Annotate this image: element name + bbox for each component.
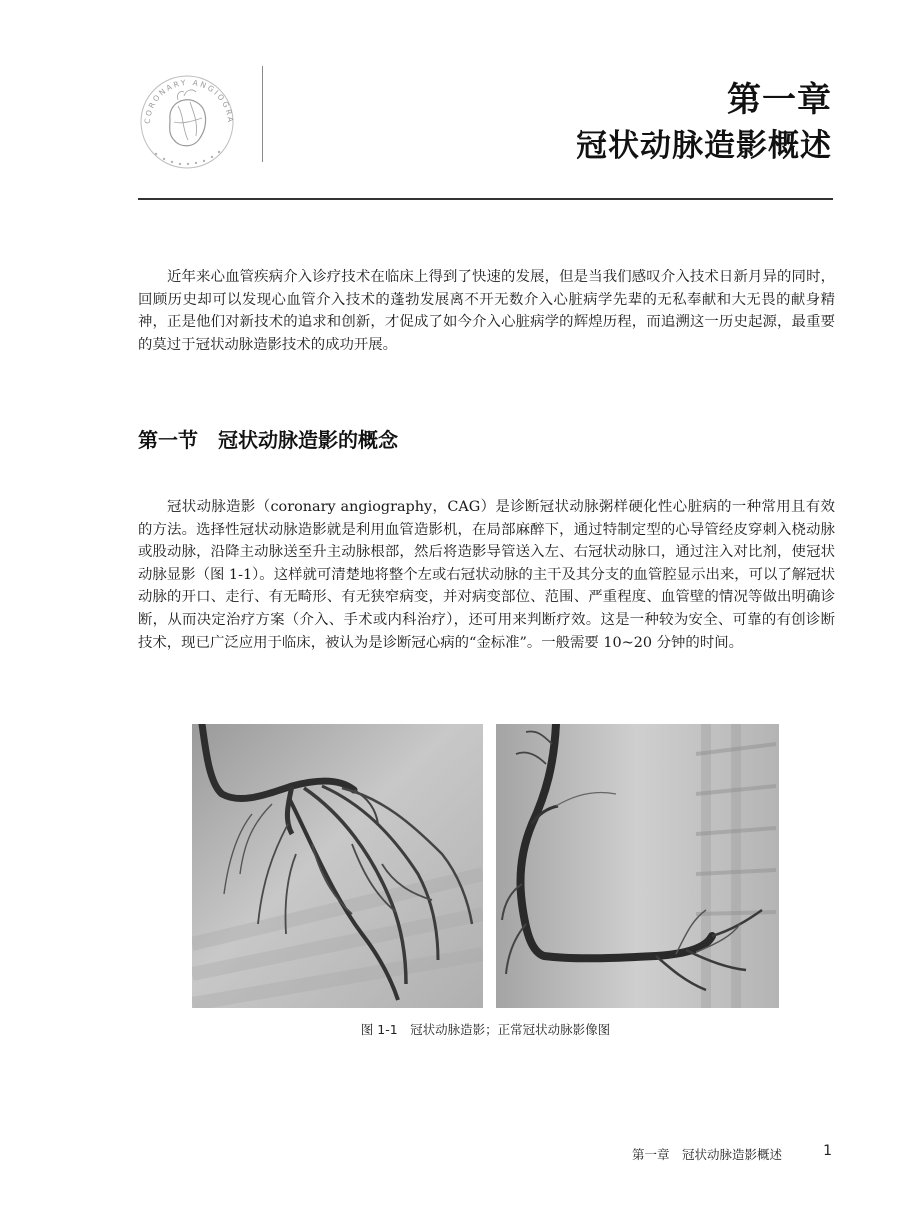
- running-footer-title: 第一章 冠状动脉造影概述: [631, 1147, 782, 1162]
- chapter-logo-emblem: [128, 62, 246, 180]
- angiogram-right-coronary-image: [496, 724, 779, 1008]
- chapter-number: 第一章: [727, 80, 832, 120]
- section-heading: 第一节 冠状动脉造影的概念: [138, 428, 398, 452]
- figure-caption: 图 1-1 冠状动脉造影；正常冠状动脉影像图: [360, 1022, 611, 1037]
- intro-paragraph: 近年来心血管疾病介入诊疗技术在临床上得到了快速的发展，但是当我们感叹介入技术日新月异的同时，回顾历史却可以发现心血管介入技术的蓬勃发展离不开无数介入心脏病学先辈的无私奉献和大无畏的献身精神，正是他们对新技术的追求和创新，才促成了如今介入心脏病学的辉煌历程，而追溯这一历史起源，最重要的莫过于冠状动脉造影技术的成功开展。: [138, 269, 835, 353]
- page-number: 1: [823, 1143, 832, 1159]
- logo-arc-text: CORONARY ANGIOGRA: [142, 77, 236, 125]
- chapter-title: 冠状动脉造影概述: [576, 128, 832, 164]
- section-paragraph: 冠状动脉造影（coronary angiography，CAG）是诊断冠状动脉粥样硬化性心脏病的一种常用且有效的方法。选择性冠状动脉造影就是利用血管造影机，在局部麻醉下，通过特制定型的心导管经皮穿刺入桡动脉或股动脉，沿降主动脉送至升主动脉根部，然后将造影导管送入左、右冠状动脉口，通过注入对比剂，使冠状动脉显影（图 1-1）。这样就可清楚地将整个左或右冠状动脉的主干及其分支的血管腔显示出来，可以了解冠状动脉的开口、走行、有无畸形、有无狭窄病变，并对病变部位、范围、严重程度、血管壁的情况等做出明确诊断，从而决定治疗方案（介入、手术或内科治疗），还可用来判断疗效。这是一种较为安全、可靠的有创诊断技术，现已广泛应用于临床，被认为是诊断冠心病的“金标准”。一般需要 10~20 分钟的时间。: [138, 499, 835, 651]
- header-rule: [138, 198, 833, 200]
- header-vertical-divider: [262, 66, 263, 162]
- angiogram-left-coronary-image: [192, 724, 483, 1008]
